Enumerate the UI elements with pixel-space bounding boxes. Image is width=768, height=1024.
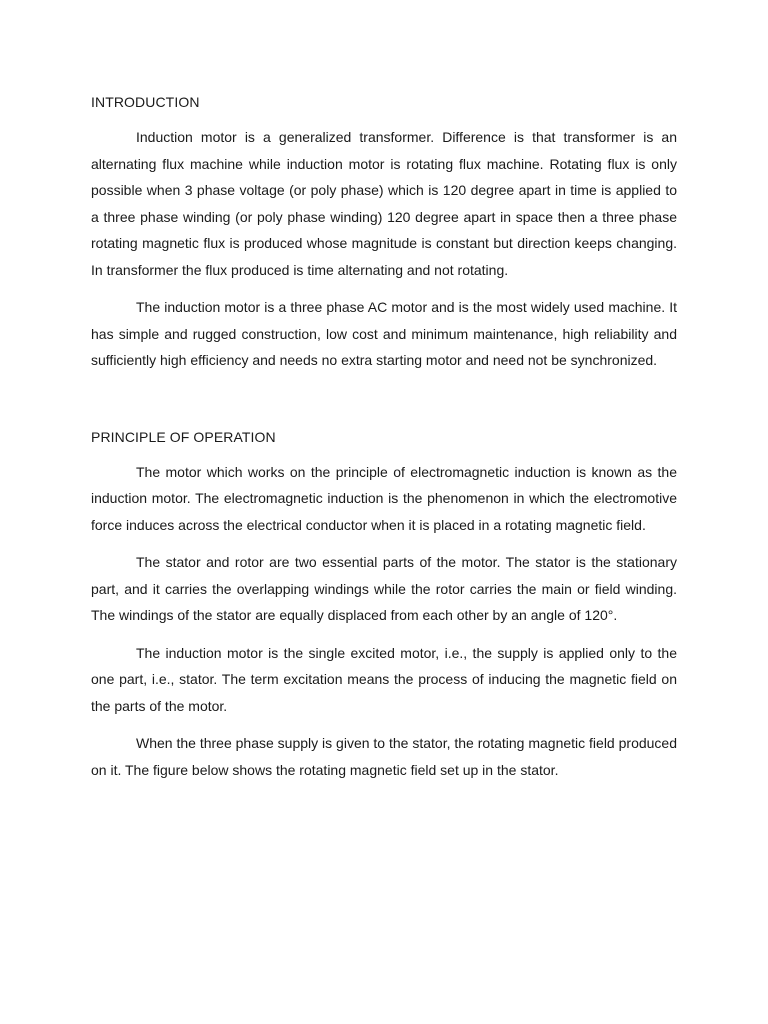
principle-paragraph-4: When the three phase supply is given to the stator, the rotating magnetic field produced on it. The figure below shows the rotating magnetic field set up in the stator.: [91, 735, 677, 778]
introduction-paragraph-1: Induction motor is a generalized transformer. Difference is that transformer is an alternating flux machine while induction motor is rotating flux machine. Rotating flux is only possible when 3 phase voltage (or poly phase) which is 120 degree apart in time is applied to a three phase winding (or poly phase winding) 120 degree apart in space then a three phase rotating magnetic flux is produced whose magnitude is constant but direction keeps changing. In transformer the flux produced is time alternating and not rotating.: [91, 129, 677, 278]
section-heading-principle-of-operation: PRINCIPLE OF OPERATION: [91, 428, 276, 445]
principle-paragraph-2: The stator and rotor are two essential parts of the motor. The stator is the stationary part, and it carries the overlapping windings while the rotor carries the main or field winding. The windings of the stator are equally displaced from each other by an angle of 120°.: [91, 554, 677, 623]
principle-paragraph-1: The motor which works on the principle of electromagnetic induction is known as the induction motor. The electromagnetic induction is the phenomenon in which the electromotive force induces across the electrical conductor when it is placed in a rotating magnetic field.: [91, 463, 677, 533]
section-heading-introduction: INTRODUCTION: [91, 94, 200, 110]
principle-paragraph-3: The induction motor is the single excited motor, i.e., the supply is applied only to the one part, i.e., stator. The term excitation means the process of inducing the magnetic field on the parts of the motor.: [91, 644, 677, 714]
introduction-paragraph-2: The induction motor is a three phase AC motor and is the most widely used machine. It has simple and rugged construction, low cost and minimum maintenance, high reliability and sufficiently high efficiency and needs no extra starting motor and need not be synchronized.: [91, 299, 677, 368]
document-body: [91, 92, 677, 794]
